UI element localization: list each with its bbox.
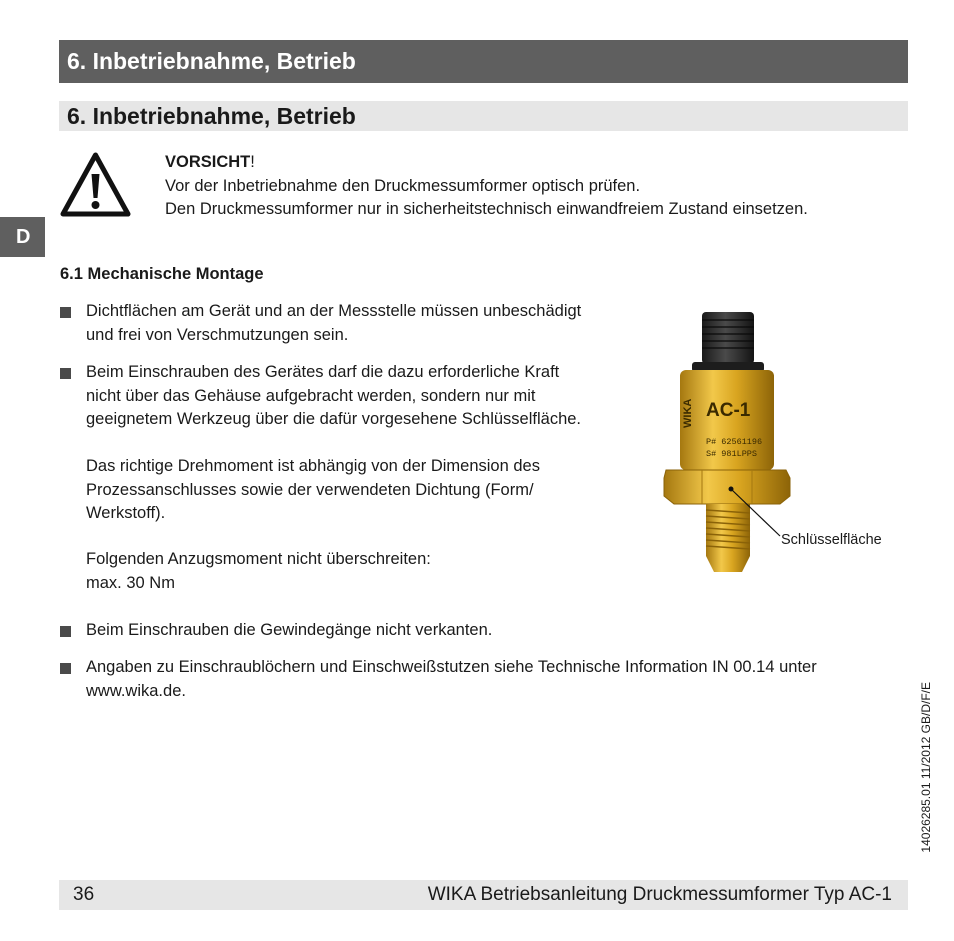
- paragraph-line: Das richtige Drehmoment ist abhängig von der Dimension des: [86, 457, 540, 475]
- chapter-title: 6. Inbetriebnahme, Betrieb: [67, 48, 356, 74]
- paragraph-line: Folgenden Anzugsmoment nicht überschreiten:: [86, 550, 431, 568]
- wrench-flat-label: Schlüsselfläche: [781, 532, 882, 548]
- paragraph-line: max. 30 Nm: [86, 573, 175, 592]
- brand-marking: WIKA: [682, 398, 694, 428]
- warning-line-2: Den Druckmessumformer nur in sicherheitstechnisch einwandfreiem Zustand einsetzen.: [165, 200, 808, 218]
- paragraph-line: Prozessanschlusses sowie der verwendeten Dichtung (Form/: [86, 480, 534, 499]
- list-item-line: Beim Einschrauben des Gerätes darf die dazu erforderliche Kraft: [86, 363, 560, 381]
- warning-title-line: [165, 151, 905, 175]
- subsection-title: 6.1 Mechanische Montage: [60, 265, 264, 283]
- warning-triangle-icon: [60, 152, 131, 217]
- language-tab: D: [0, 217, 45, 257]
- paragraph-line: Werkstoff).: [86, 504, 166, 522]
- warning-title: VORSICHT: [165, 153, 251, 171]
- list-item-line: geeignetem Werkzeug über die dafür vorgesehene Schlüsselfläche.: [86, 410, 581, 428]
- list-item-line: nicht über das Gehäuse aufgebracht werden, sondern nur mit: [86, 386, 536, 405]
- warning-text: [165, 151, 905, 222]
- document-code: 14026285.01 11/2012 GB/D/F/E: [919, 682, 933, 853]
- warning-line-1: Vor der Inbetriebnahme den Druckmessumformer optisch prüfen.: [165, 176, 641, 195]
- list-item-line: Angaben zu Einschraublöchern und Einschweißstutzen siehe Technische Information IN 00.14 unter: [86, 658, 817, 676]
- warning-title-suffix: !: [250, 153, 255, 171]
- callout-leader-line: [720, 480, 810, 540]
- serial-marking: S# 981LPPS: [706, 449, 758, 459]
- list-item-line: und frei von Verschmutzungen sein.: [86, 325, 349, 344]
- list-item: [86, 361, 581, 432]
- torque-paragraph: [86, 455, 540, 526]
- section-heading: 6. Inbetriebnahme, Betrieb: [67, 103, 356, 129]
- max-torque-paragraph: [86, 548, 431, 595]
- model-marking: AC-1: [706, 400, 751, 421]
- list-item-line: Beim Einschrauben die Gewindegänge nicht verkanten.: [86, 621, 493, 639]
- section-title-bar: [59, 101, 908, 131]
- page-number: 36: [73, 884, 95, 905]
- chapter-title-bar: [59, 40, 908, 83]
- list-item: [86, 619, 492, 643]
- list-item: [86, 300, 581, 347]
- footer-bar: [59, 880, 908, 910]
- part-number-marking: P# 62561196: [706, 437, 763, 447]
- footer-title: WIKA Betriebsanleitung Druckmessumformer Typ AC-1: [427, 884, 892, 905]
- list-item-line: Dichtflächen am Gerät und an der Messstelle müssen unbeschädigt: [86, 302, 582, 320]
- list-item-line: www.wika.de.: [86, 681, 186, 700]
- list-item: [86, 656, 817, 703]
